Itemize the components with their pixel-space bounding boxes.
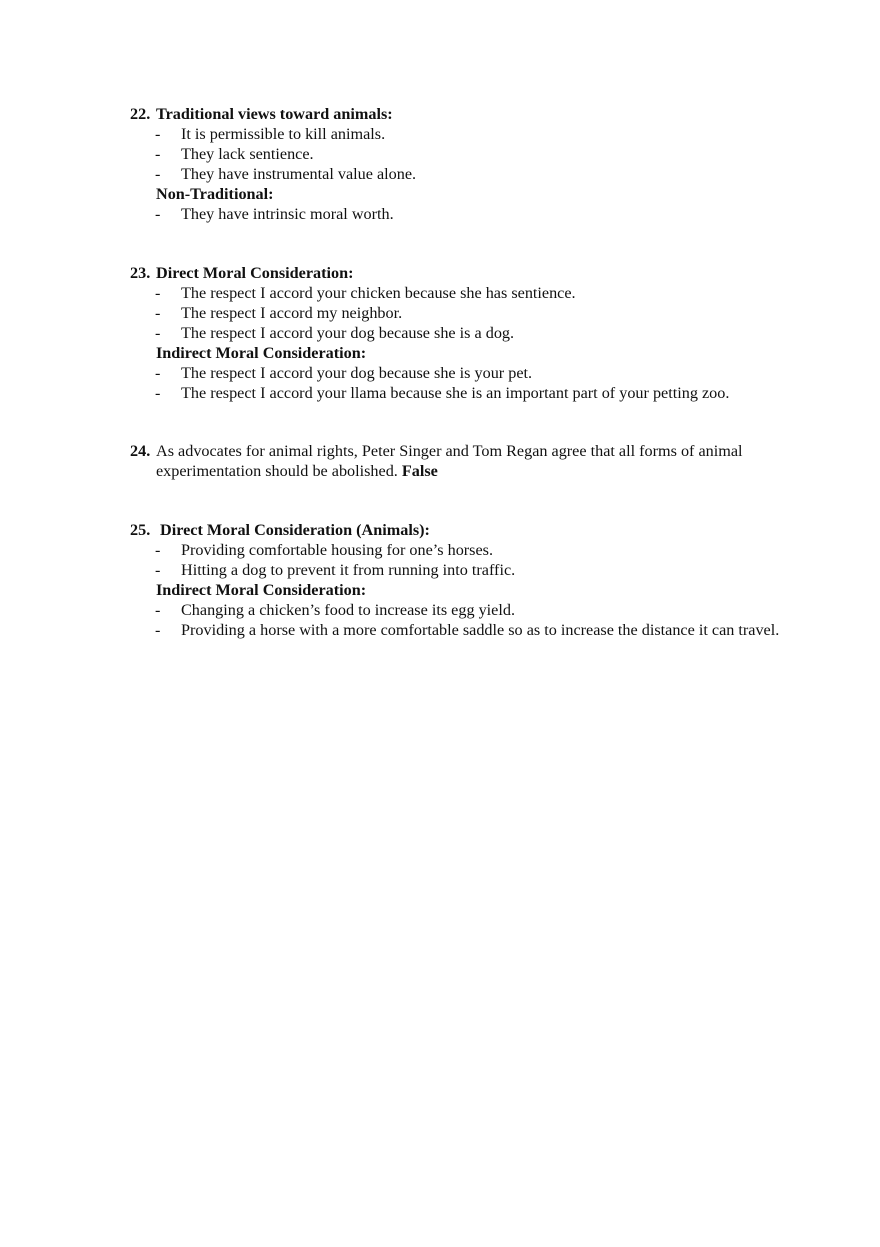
list-item-text: They have intrinsic moral worth. [181, 205, 394, 223]
list-item-text: Changing a chicken’s food to increase its egg yield. [181, 601, 516, 619]
list-item [130, 560, 790, 580]
list-item-text: They have instrumental value alone. [181, 165, 417, 183]
list-item-text: The respect I accord your llama because she is an important part of your petting zoo. [181, 384, 730, 402]
list-item [130, 283, 790, 303]
bullet-marker: - [155, 304, 161, 322]
question-number: 24. [130, 442, 151, 460]
section-heading: Traditional views toward animals: [156, 105, 393, 123]
list-item-text: Providing comfortable housing for one’s horses. [181, 541, 494, 559]
list-item [130, 600, 790, 620]
question-23 [130, 263, 790, 403]
bullet-marker: - [155, 324, 161, 342]
question-25 [130, 520, 790, 640]
list-item-text: The respect I accord your chicken because she has sentience. [181, 284, 576, 302]
bullet-marker: - [155, 284, 161, 302]
bullet-marker: - [155, 125, 161, 143]
list-item-text: Providing a horse with a more comfortable saddle so as to increase the distance it can travel. [181, 621, 780, 639]
list-item-text: They lack sentience. [181, 145, 314, 163]
list-item [130, 540, 790, 560]
list-item-text: The respect I accord my neighbor. [181, 304, 403, 322]
list-item [130, 144, 790, 164]
question-number: 22. [130, 105, 151, 123]
list-item [130, 323, 790, 343]
section-heading: Non-Traditional: [156, 185, 274, 203]
bullet-marker: - [155, 145, 161, 163]
list-item-text: The respect I accord your dog because she is your pet. [181, 364, 533, 382]
bullet-marker: - [155, 621, 161, 639]
list-item [130, 383, 790, 403]
bullet-marker: - [155, 165, 161, 183]
statement-paragraph [156, 441, 776, 481]
list-item [130, 620, 796, 640]
statement-text: As advocates for animal rights, Peter Singer and Tom Regan agree that all forms of animal experimentation should be abolished. [156, 442, 743, 480]
section-heading: Direct Moral Consideration: [156, 264, 354, 282]
question-24 [130, 441, 790, 481]
section-heading: Indirect Moral Consideration: [156, 581, 367, 599]
section-heading: Direct Moral Consideration (Animals): [160, 521, 430, 539]
bullet-marker: - [155, 541, 161, 559]
question-22 [130, 104, 790, 224]
bullet-marker: - [155, 601, 161, 619]
list-item [130, 363, 790, 383]
question-number: 25. [130, 521, 151, 539]
list-item [130, 204, 790, 224]
list-item-text: The respect I accord your dog because she is a dog. [181, 324, 515, 342]
question-number: 23. [130, 264, 151, 282]
list-item [130, 124, 790, 144]
bullet-marker: - [155, 384, 161, 402]
list-item [130, 303, 790, 323]
bullet-marker: - [155, 205, 161, 223]
answer-text: False [401, 462, 438, 480]
list-item-text: It is permissible to kill animals. [181, 125, 386, 143]
list-item-text: Hitting a dog to prevent it from running into traffic. [181, 561, 516, 579]
list-item [130, 164, 790, 184]
bullet-marker: - [155, 561, 161, 579]
bullet-marker: - [155, 364, 161, 382]
section-heading: Indirect Moral Consideration: [156, 344, 367, 362]
